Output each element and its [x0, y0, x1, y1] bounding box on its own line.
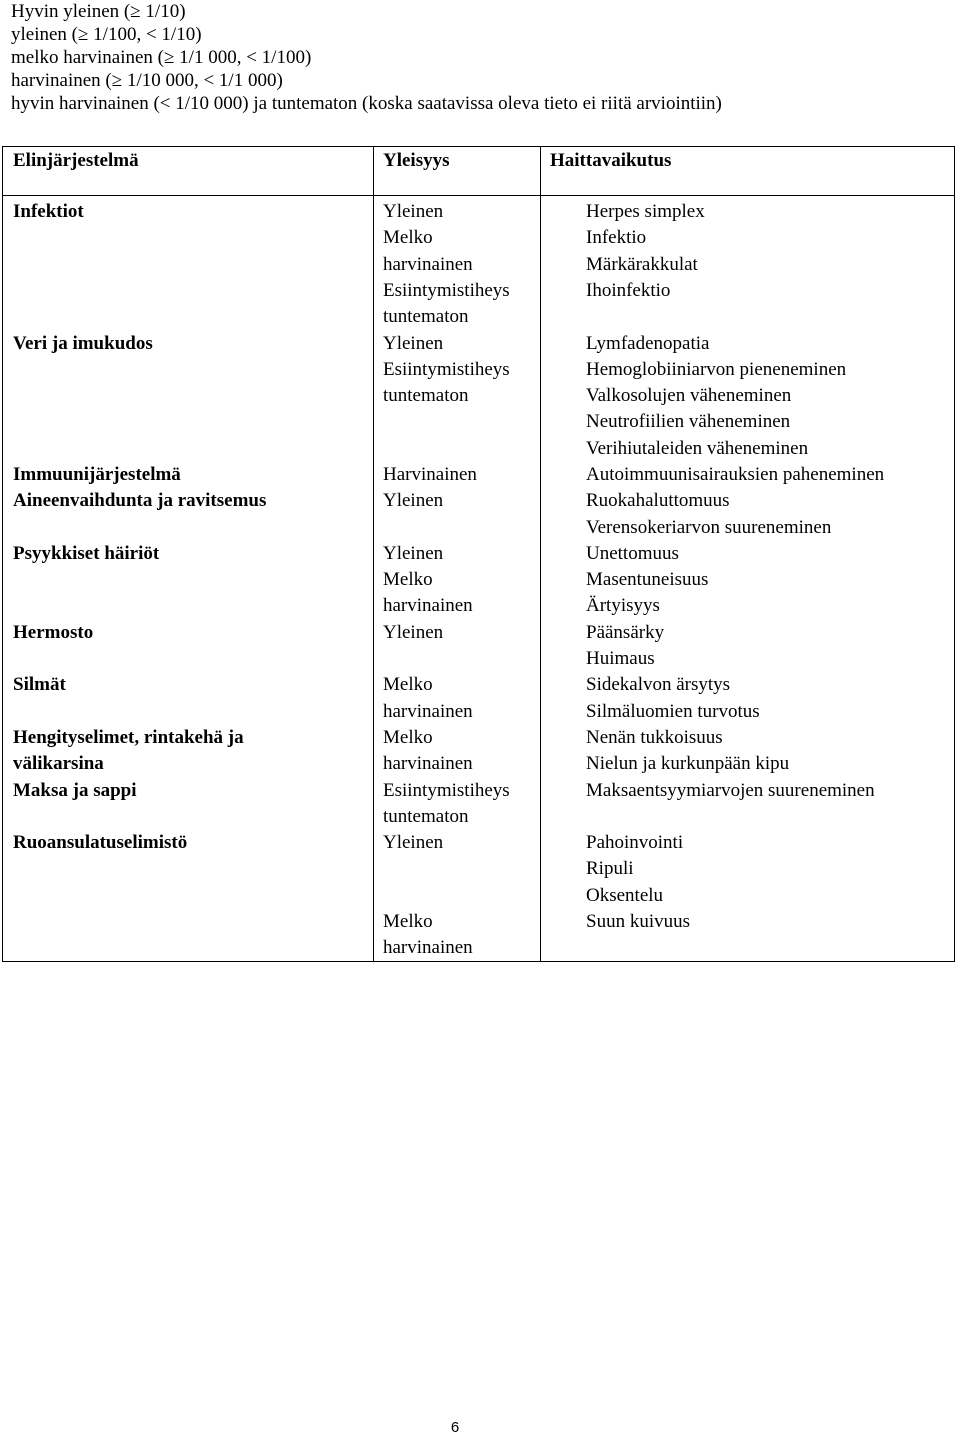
- effect-cell-line: Ruokahaluttomuus: [586, 490, 730, 512]
- table-row: [3, 778, 954, 831]
- effect-cell-line: Nielun ja kurkunpään kipu: [586, 753, 790, 775]
- frequency-cell-line: [383, 883, 538, 909]
- organ-class-cell-line: Veri ja imukudos: [13, 332, 153, 354]
- organ-class-cell-line: Immuunijärjestelmä: [13, 464, 181, 485]
- frequency-cell: [383, 462, 538, 488]
- frequency-cell-line: Melko: [383, 569, 433, 591]
- organ-class-cell-line: Silmät: [13, 674, 66, 696]
- effect-cell-line: Unettomuus: [586, 542, 679, 564]
- table-row: [3, 541, 954, 620]
- effect-cell: [586, 331, 951, 462]
- effect-cell: [586, 830, 951, 935]
- legend-line: Hyvin yleinen (≥ 1/10): [11, 1, 186, 22]
- frequency-cell: [383, 778, 538, 831]
- effect-cell: [586, 462, 951, 488]
- frequency-cell-line: Yleinen: [383, 201, 444, 222]
- organ-class-cell-line: Ruoansulatuselimistö: [13, 832, 188, 854]
- header-organ-class: Elinjärjestelmä: [13, 150, 139, 171]
- frequency-cell-line: Melko: [383, 911, 433, 933]
- effect-cell-line: Neutrofiilien väheneminen: [586, 411, 791, 433]
- organ-class-cell-line: Maksa ja sappi: [13, 779, 137, 801]
- effect-cell-line: Verensokeriarvon suureneminen: [586, 516, 832, 538]
- frequency-cell-line: harvinainen: [383, 595, 473, 617]
- effect-cell-line: Pahoinvointi: [586, 832, 684, 854]
- effect-cell-line: Ripuli: [586, 858, 634, 880]
- organ-class-cell-line: Hengityselimet, rintakehä ja: [13, 727, 244, 748]
- frequency-cell-line: Esiintymistiheys: [383, 358, 510, 380]
- effect-cell: [586, 725, 951, 778]
- frequency-cell: [383, 331, 538, 410]
- frequency-cell-line: [383, 856, 538, 882]
- effect-cell: [586, 778, 951, 804]
- frequency-cell-line: harvinainen: [383, 753, 473, 775]
- header-effect: Haittavaikutus: [550, 150, 672, 171]
- organ-class-cell-line: Hermosto: [13, 621, 94, 643]
- effect-cell: [586, 541, 951, 620]
- legend-line: hyvin harvinainen (< 1/10 000) ja tuntematon (koska saatavissa oleva tieto ei riitä arviointiin): [11, 93, 722, 114]
- legend-line: yleinen (≥ 1/100, < 1/10): [11, 24, 202, 45]
- effect-cell-line: Maksaentsyymiarvojen suureneminen: [586, 779, 875, 801]
- table-header: [3, 147, 954, 196]
- effect-cell-line: Suun kuivuus: [586, 911, 690, 933]
- effect-cell-line: Hemoglobiiniarvon pieneneminen: [586, 358, 847, 380]
- adverse-effects-table: [2, 146, 955, 962]
- table-row: [3, 462, 954, 488]
- organ-class-cell: [13, 488, 368, 514]
- frequency-cell-line: Melko: [383, 727, 433, 748]
- organ-class-cell-line: Psyykkiset häiriöt: [13, 542, 160, 564]
- frequency-cell: [383, 620, 538, 646]
- effect-cell-line: Märkärakkulat: [586, 253, 698, 275]
- table-row: [3, 620, 954, 673]
- organ-class-cell-line: Aineenvaihdunta ja ravitsemus: [13, 490, 267, 512]
- frequency-cell: [383, 830, 538, 961]
- effect-cell-line: Ärtyisyys: [586, 595, 660, 617]
- frequency-cell: [383, 199, 538, 330]
- effect-cell: [586, 672, 951, 725]
- organ-class-cell: [13, 778, 368, 804]
- frequency-cell-line: Melko: [383, 674, 433, 696]
- organ-class-cell: [13, 541, 368, 567]
- organ-class-cell: [13, 725, 368, 778]
- frequency-cell-line: tuntematon: [383, 805, 469, 827]
- effect-cell-line: Oksentelu: [586, 884, 664, 906]
- table-row: [3, 672, 954, 725]
- table-row: [3, 199, 954, 331]
- effect-cell-line: Ihoinfektio: [586, 279, 671, 301]
- frequency-cell-line: Esiintymistiheys: [383, 779, 510, 801]
- effect-cell-line: Autoimmuunisairauksien paheneminen: [586, 464, 885, 485]
- frequency-cell: [383, 541, 538, 620]
- legend-line: harvinainen (≥ 1/10 000, < 1/1 000): [11, 70, 283, 91]
- frequency-cell-line: Yleinen: [383, 542, 444, 564]
- frequency-cell-line: harvinainen: [383, 937, 473, 959]
- effect-cell-line: Sidekalvon ärsytys: [586, 674, 731, 696]
- effect-cell-line: Silmäluomien turvotus: [586, 700, 760, 722]
- effect-cell: [586, 620, 951, 673]
- effect-cell-line: Herpes simplex: [586, 201, 705, 222]
- frequency-cell-line: Yleinen: [383, 332, 444, 354]
- frequency-cell-line: Esiintymistiheys: [383, 279, 510, 301]
- header-frequency: Yleisyys: [383, 150, 450, 171]
- organ-class-cell-line: Infektiot: [13, 201, 84, 222]
- frequency-cell-line: harvinainen: [383, 253, 473, 275]
- effect-cell-line: Verihiutaleiden väheneminen: [586, 437, 809, 459]
- frequency-cell-line: Melko: [383, 227, 433, 249]
- legend-line: melko harvinainen (≥ 1/1 000, < 1/100): [11, 47, 312, 68]
- table-row: [3, 488, 954, 541]
- frequency-cell-line: Yleinen: [383, 832, 444, 854]
- frequency-cell: [383, 672, 538, 725]
- effect-cell-line: Infektio: [586, 227, 647, 249]
- table-row: [3, 830, 954, 962]
- effect-cell-line: Lymfadenopatia: [586, 332, 710, 354]
- frequency-cell-line: tuntematon: [383, 306, 469, 328]
- frequency-cell-line: tuntematon: [383, 385, 469, 407]
- effect-cell-line: Valkosolujen väheneminen: [586, 385, 792, 407]
- effect-cell-line: Masentuneisuus: [586, 569, 709, 591]
- frequency-cell-line: Harvinainen: [383, 464, 477, 485]
- frequency-cell-line: Yleinen: [383, 621, 444, 643]
- organ-class-cell: [13, 462, 368, 488]
- organ-class-cell: [13, 672, 368, 698]
- page-number: 6: [450, 1419, 460, 1436]
- effect-cell-line: Nenän tukkoisuus: [586, 727, 723, 748]
- effect-cell-line: Huimaus: [586, 648, 655, 670]
- organ-class-cell: [13, 199, 368, 225]
- table-row: [3, 725, 954, 778]
- frequency-cell-line: Yleinen: [383, 490, 444, 512]
- organ-class-cell: [13, 620, 368, 646]
- organ-class-cell: [13, 331, 368, 357]
- organ-class-cell-line: välikarsina: [13, 753, 104, 775]
- frequency-legend: [11, 0, 722, 115]
- frequency-cell: [383, 488, 538, 514]
- frequency-cell-line: harvinainen: [383, 700, 473, 722]
- effect-cell-line: Päänsärky: [586, 621, 665, 643]
- frequency-cell: [383, 725, 538, 778]
- effect-cell: [586, 488, 951, 541]
- effect-cell: [586, 199, 951, 304]
- organ-class-cell: [13, 830, 368, 856]
- table-row: [3, 331, 954, 463]
